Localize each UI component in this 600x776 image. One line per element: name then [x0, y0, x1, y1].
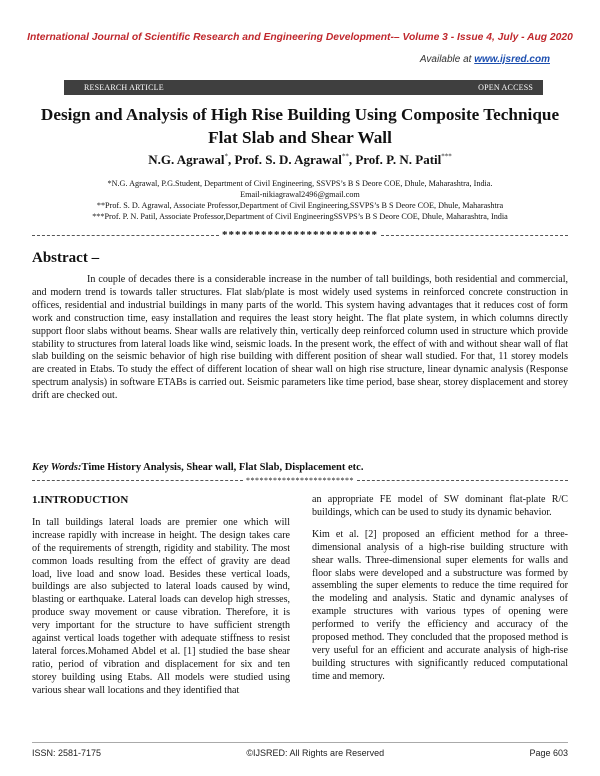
footer-copyright: ©IJSRED: All Rights are Reserved [246, 748, 385, 758]
body-paragraph: an appropriate FE model of SW dominant flat-plate R/C buildings, which can be used to study its dynamic behavior. [312, 494, 568, 518]
author-mark: *** [441, 152, 452, 161]
footer-divider [32, 742, 568, 743]
author-name: Prof. P. N. Patil [355, 152, 442, 167]
body-paragraph: In tall buildings lateral loads are premier one which will increase rapidly with increase in height. The design takes care of the requirements of strength, rigidity and stability. The most common loads resulting from the effect of gravity are dead load, live load and snow load. Besides these vertical loads, buildings are also subjected to lateral loads caused by wind, blasting or earthquake. Lateral loads can develop high stresses, produce sway movement or cause vibration. Therefore, it is very important for the structure to have sufficient strength against vertical loads together with adequate stiffness to resist lateral forces.Mohamed Abdel et al. [1] studied the base shear ratio, period of vibration and displacement for six and ten storey building using Etabs. All models were studied using various shear wall locations and they identified that [32, 516, 290, 696]
dash-line [32, 235, 219, 236]
article-type-label: RESEARCH ARTICLE [84, 83, 164, 92]
author-mark: * [224, 152, 228, 161]
available-prefix: Available at [419, 54, 472, 65]
abstract-body: In couple of decades there is a considerable increase in the number of tall buildings, both residential and commercial, and modern trend is towards taller structures. Flat slab/plate is most widely used systems in reinforced concrete construction in offices, residential and industrial buildings in many parts of the world. This system having advantages that it reduces cost of form work and construction time, easy installation and requires the least story height. The flat plate system, in which columns directly support floor slabs without beams. Shear walls are relatively thin, vertically deep reinforced column used in structure which provide stability to structures from lateral loads like wind, seismic loads. In the present work, the effect of with and without shear wall of flat slab building on the seismic behavior of high rise building with different position of shear wall studied. For that, 11 storey models are created in Etabs. To study the effect of different location of shear wall on high rise structure, linear dynamic analysis (Response spectrum analysis) in software ETABs is carried out. Seismic parameters like time period, base shear, storey displacement and storey drift are checked out. [32, 274, 568, 402]
keywords-text: Time History Analysis, Shear wall, Flat Slab, Displacement etc. [81, 462, 364, 473]
article-type-bar [64, 80, 543, 95]
dash-line [357, 480, 568, 481]
keywords-label: Key Words: [32, 462, 82, 473]
affiliation-email: Email-nikiagrawal2496@gmail.com [240, 190, 360, 199]
availability-line [420, 54, 550, 65]
separator-stars: ************************ [246, 476, 354, 485]
footer-issn: ISSN: 2581-7175 [32, 748, 102, 758]
access-type-label: OPEN ACCESS [478, 83, 533, 92]
journal-header: International Journal of Scientific Research and Engineering Development-– Volume 3 - Issue 4, July - Aug 2020 [27, 32, 573, 43]
separator-stars: ************************ [222, 229, 378, 241]
journal-website-link[interactable]: www.ijsred.com [474, 54, 550, 65]
affiliation: **Prof. S. D. Agrawal, Associate Professor,Department of Civil Engineering,SSVPS’s B S Deore COE, Dhule, Maharashtra [96, 201, 504, 210]
author-separator: , [348, 152, 356, 167]
section-separator [32, 476, 568, 485]
keywords-line [32, 462, 568, 473]
footer-page-number: Page 603 [529, 748, 568, 758]
left-column [32, 494, 290, 707]
author-mark: ** [341, 152, 349, 161]
author-separator: , [227, 152, 235, 167]
author-name: N.G. Agrawal [148, 152, 225, 167]
paper-title: Design and Analysis of High Rise Building Using Composite Technique Flat Slab and Shear Wall [40, 105, 560, 147]
author-list [0, 152, 600, 168]
dash-line [381, 235, 568, 236]
body-paragraph: Kim et al. [2] proposed an efficient method for a three-dimensional analysis of a high-rise building structure with shear walls. Three-dimensional super elements for walls and floor slabs were developed and a substructure was formed by assembling the super elements to reduce the time required for the modeling and analysis. Static and dynamic analyses of example structures with various types of opening were performed to verify the efficiency and accuracy of the proposed method. They concluded that the proposed method is very useful for an efficient and accurate analysis of high-rise building structures with significantly reduced computational time and memory. [312, 528, 568, 682]
affiliation: ***Prof. P. N. Patil, Associate Professor,Department of Civil EngineeringSSVPS’s B S Deore COE, Dhule, Maharashtra, India [92, 212, 508, 221]
page-footer [32, 748, 568, 758]
section-separator [32, 229, 568, 241]
author-name: Prof. S. D. Agrawal [234, 152, 342, 167]
right-column [312, 494, 568, 693]
affiliation: *N.G. Agrawal, P.G.Student, Department of Civil Engineering, SSVPS’s B S Deore COE, Dhule, Maharashtra, India. [107, 179, 493, 188]
abstract-heading: Abstract – [32, 250, 100, 266]
section-heading: 1.INTRODUCTION [32, 494, 129, 506]
dash-line [32, 480, 243, 481]
